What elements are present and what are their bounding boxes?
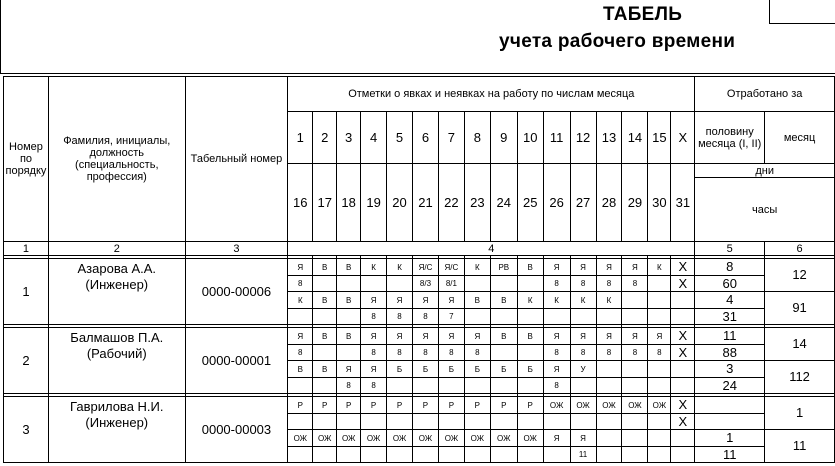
mark-cell bbox=[387, 276, 413, 292]
mark-cell: ОЖ bbox=[438, 430, 464, 447]
mark-cell: X bbox=[671, 397, 695, 414]
mark-cell bbox=[596, 309, 622, 325]
header-days: дни bbox=[695, 164, 835, 178]
mark-cell: Я bbox=[596, 259, 622, 276]
mark-cell: Р bbox=[288, 397, 313, 414]
mark-cell bbox=[543, 447, 570, 463]
mark-cell bbox=[490, 378, 517, 394]
mark-cell: Я bbox=[648, 328, 671, 345]
form-left-border bbox=[0, 0, 1, 73]
mark-cell: 8 bbox=[387, 345, 413, 361]
half-month-value: 1 bbox=[695, 430, 765, 447]
mark-cell bbox=[648, 309, 671, 325]
mark-cell: Я/С bbox=[413, 259, 439, 276]
mark-cell: К bbox=[361, 259, 387, 276]
mark-cell: 8 bbox=[438, 345, 464, 361]
day-cell: 21 bbox=[413, 164, 439, 242]
day-cell: 16 bbox=[288, 164, 313, 242]
day-cell: 13 bbox=[596, 112, 622, 164]
day-cell: 10 bbox=[517, 112, 543, 164]
mark-cell: 8 bbox=[543, 276, 570, 292]
day-cell: 23 bbox=[464, 164, 490, 242]
mark-cell bbox=[464, 414, 490, 430]
mark-cell: Р bbox=[490, 397, 517, 414]
mark-cell: Я bbox=[413, 328, 439, 345]
mark-cell: 11 bbox=[570, 447, 596, 463]
header-month: месяц bbox=[765, 112, 835, 164]
mark-cell: Я bbox=[288, 259, 313, 276]
mark-cell bbox=[648, 361, 671, 378]
mark-cell bbox=[387, 378, 413, 394]
day-cell: 17 bbox=[313, 164, 337, 242]
day-cell: 6 bbox=[413, 112, 439, 164]
mark-cell: В bbox=[490, 292, 517, 309]
mark-cell: К bbox=[596, 292, 622, 309]
mark-cell: Я bbox=[361, 361, 387, 378]
mark-cell: 8 bbox=[596, 276, 622, 292]
mark-cell: X bbox=[671, 276, 695, 292]
mark-cell bbox=[387, 414, 413, 430]
mark-cell: В bbox=[490, 328, 517, 345]
day-cell: 20 bbox=[387, 164, 413, 242]
timesheet-table bbox=[3, 76, 835, 463]
mark-cell bbox=[313, 447, 337, 463]
mark-cell: 8 bbox=[543, 345, 570, 361]
mark-cell bbox=[361, 276, 387, 292]
mark-cell: Б bbox=[387, 361, 413, 378]
mark-cell bbox=[337, 414, 361, 430]
mark-cell bbox=[596, 430, 622, 447]
mark-cell: Р bbox=[464, 397, 490, 414]
half-month-value bbox=[695, 414, 765, 430]
day-cell: 1 bbox=[288, 112, 313, 164]
column-index: 2 bbox=[48, 242, 185, 256]
mark-cell: У bbox=[570, 361, 596, 378]
mark-cell bbox=[490, 345, 517, 361]
mark-cell: 8 bbox=[570, 276, 596, 292]
mark-cell bbox=[490, 447, 517, 463]
mark-cell bbox=[413, 447, 439, 463]
half-month-value bbox=[695, 397, 765, 414]
day-cell: 30 bbox=[648, 164, 671, 242]
mark-cell bbox=[596, 378, 622, 394]
mark-cell: ОЖ bbox=[337, 430, 361, 447]
column-index: 3 bbox=[185, 242, 288, 256]
mark-cell bbox=[361, 447, 387, 463]
employee-name: Балмашов П.А. (Рабочий) bbox=[48, 328, 185, 394]
header-half-month: половину месяца (I, II) bbox=[695, 112, 765, 164]
mark-cell bbox=[543, 309, 570, 325]
mark-cell bbox=[490, 414, 517, 430]
mark-cell bbox=[464, 309, 490, 325]
mark-cell: В bbox=[464, 292, 490, 309]
column-index: 5 bbox=[695, 242, 765, 256]
mark-cell: Я bbox=[543, 328, 570, 345]
month-value: 14 bbox=[765, 328, 835, 361]
employee-name: Азарова А.А. (Инженер) bbox=[48, 259, 185, 325]
day-cell: 11 bbox=[543, 112, 570, 164]
mark-cell: 8/3 bbox=[413, 276, 439, 292]
mark-cell: К bbox=[570, 292, 596, 309]
day-cell: 4 bbox=[361, 112, 387, 164]
mark-cell: Р bbox=[438, 397, 464, 414]
mark-cell bbox=[622, 430, 648, 447]
mark-cell: Р bbox=[361, 397, 387, 414]
mark-cell bbox=[337, 447, 361, 463]
day-cell: 22 bbox=[438, 164, 464, 242]
form-title: ТАБЕЛЬ bbox=[603, 4, 683, 25]
mark-cell: Я bbox=[387, 292, 413, 309]
half-month-value: 24 bbox=[695, 378, 765, 394]
mark-cell: К bbox=[464, 259, 490, 276]
header-name: Фамилия, инициалы, должность (специальность, профессия) bbox=[48, 77, 185, 242]
half-month-value: 8 bbox=[695, 259, 765, 276]
mark-cell bbox=[438, 378, 464, 394]
mark-cell: 8 bbox=[337, 378, 361, 394]
mark-cell: ОЖ bbox=[622, 397, 648, 414]
mark-cell: РВ bbox=[490, 259, 517, 276]
mark-cell: ОЖ bbox=[361, 430, 387, 447]
mark-cell: Я bbox=[543, 430, 570, 447]
form-code-box bbox=[769, 0, 835, 24]
mark-cell bbox=[648, 276, 671, 292]
mark-cell bbox=[288, 309, 313, 325]
mark-cell bbox=[622, 447, 648, 463]
header-worked: Отработано за bbox=[695, 77, 835, 112]
mark-cell: Р bbox=[517, 397, 543, 414]
mark-cell bbox=[288, 447, 313, 463]
mark-cell: 8 bbox=[413, 345, 439, 361]
day-cell: 7 bbox=[438, 112, 464, 164]
form-subtitle: учета рабочего времени bbox=[499, 31, 736, 52]
half-month-value: 4 bbox=[695, 292, 765, 309]
day-cell: 18 bbox=[337, 164, 361, 242]
mark-cell bbox=[337, 276, 361, 292]
mark-cell: Я bbox=[438, 292, 464, 309]
tab-number: 0000-00006 bbox=[185, 259, 288, 325]
header-num: Номер по порядку bbox=[4, 77, 49, 242]
day-cell: X bbox=[671, 112, 695, 164]
mark-cell: 7 bbox=[438, 309, 464, 325]
mark-cell: Я bbox=[387, 328, 413, 345]
mark-cell: Я bbox=[570, 328, 596, 345]
day-cell: 9 bbox=[490, 112, 517, 164]
mark-cell: Я bbox=[570, 430, 596, 447]
mark-cell bbox=[596, 361, 622, 378]
month-value: 11 bbox=[765, 430, 835, 463]
half-month-value: 11 bbox=[695, 447, 765, 463]
mark-cell: В bbox=[337, 328, 361, 345]
mark-cell bbox=[517, 309, 543, 325]
mark-cell bbox=[648, 430, 671, 447]
mark-cell: В bbox=[313, 361, 337, 378]
day-cell: 24 bbox=[490, 164, 517, 242]
month-value: 112 bbox=[765, 361, 835, 394]
mark-cell: 8 bbox=[543, 378, 570, 394]
mark-cell bbox=[622, 414, 648, 430]
column-index: 6 bbox=[765, 242, 835, 256]
mark-cell: ОЖ bbox=[313, 430, 337, 447]
header-hours: часы bbox=[695, 178, 835, 242]
form-top-rule bbox=[0, 73, 835, 74]
mark-cell: К bbox=[387, 259, 413, 276]
mark-cell: X bbox=[671, 345, 695, 361]
mark-cell bbox=[361, 414, 387, 430]
mark-cell bbox=[490, 276, 517, 292]
mark-cell bbox=[671, 447, 695, 463]
mark-cell: 8 bbox=[288, 276, 313, 292]
table-row bbox=[4, 328, 835, 345]
mark-cell: Р bbox=[337, 397, 361, 414]
header-tab-number: Табельный номер bbox=[185, 77, 288, 242]
mark-cell bbox=[413, 414, 439, 430]
mark-cell bbox=[570, 309, 596, 325]
mark-cell: ОЖ bbox=[517, 430, 543, 447]
day-cell: 19 bbox=[361, 164, 387, 242]
mark-cell: 8 bbox=[361, 345, 387, 361]
mark-cell bbox=[313, 276, 337, 292]
mark-cell bbox=[313, 345, 337, 361]
mark-cell: 8 bbox=[387, 309, 413, 325]
row-number: 1 bbox=[4, 259, 49, 325]
mark-cell: ОЖ bbox=[288, 430, 313, 447]
mark-cell: ОЖ bbox=[596, 397, 622, 414]
mark-cell: Б bbox=[413, 361, 439, 378]
mark-cell: Р bbox=[313, 397, 337, 414]
mark-cell bbox=[517, 345, 543, 361]
mark-cell bbox=[622, 378, 648, 394]
day-cell: 31 bbox=[671, 164, 695, 242]
mark-cell bbox=[464, 447, 490, 463]
mark-cell bbox=[671, 430, 695, 447]
mark-cell: ОЖ bbox=[413, 430, 439, 447]
column-index: 4 bbox=[288, 242, 695, 256]
half-month-value: 11 bbox=[695, 328, 765, 345]
half-month-value: 60 bbox=[695, 276, 765, 292]
mark-cell: 8 bbox=[413, 309, 439, 325]
mark-cell: X bbox=[671, 259, 695, 276]
mark-cell bbox=[648, 414, 671, 430]
column-index: 1 bbox=[4, 242, 49, 256]
mark-cell bbox=[337, 345, 361, 361]
mark-cell bbox=[337, 309, 361, 325]
mark-cell: Я bbox=[596, 328, 622, 345]
mark-cell: К bbox=[517, 292, 543, 309]
mark-cell: 8 bbox=[288, 345, 313, 361]
half-month-value: 3 bbox=[695, 361, 765, 378]
mark-cell bbox=[543, 414, 570, 430]
mark-cell bbox=[413, 378, 439, 394]
mark-cell: Я bbox=[438, 328, 464, 345]
mark-cell bbox=[288, 378, 313, 394]
table-row bbox=[4, 397, 835, 414]
mark-cell bbox=[464, 378, 490, 394]
day-cell: 25 bbox=[517, 164, 543, 242]
header-marks: Отметки о явках и неявках на работу по числам месяца bbox=[288, 77, 695, 112]
mark-cell: Р bbox=[387, 397, 413, 414]
mark-cell bbox=[517, 414, 543, 430]
mark-cell bbox=[648, 378, 671, 394]
day-cell: 29 bbox=[622, 164, 648, 242]
day-cell: 5 bbox=[387, 112, 413, 164]
mark-cell bbox=[648, 447, 671, 463]
mark-cell bbox=[671, 309, 695, 325]
mark-cell bbox=[517, 378, 543, 394]
mark-cell: 8 bbox=[570, 345, 596, 361]
row-number: 2 bbox=[4, 328, 49, 394]
mark-cell: Я bbox=[543, 361, 570, 378]
day-cell: 14 bbox=[622, 112, 648, 164]
tab-number: 0000-00001 bbox=[185, 328, 288, 394]
mark-cell: ОЖ bbox=[543, 397, 570, 414]
tab-number: 0000-00003 bbox=[185, 397, 288, 463]
mark-cell bbox=[387, 447, 413, 463]
mark-cell bbox=[517, 276, 543, 292]
mark-cell: В bbox=[288, 361, 313, 378]
mark-cell: В bbox=[313, 292, 337, 309]
mark-cell: Я bbox=[361, 328, 387, 345]
mark-cell: 8 bbox=[596, 345, 622, 361]
mark-cell: Я bbox=[413, 292, 439, 309]
mark-cell bbox=[517, 447, 543, 463]
mark-cell: 8 bbox=[361, 309, 387, 325]
mark-cell bbox=[313, 309, 337, 325]
mark-cell bbox=[313, 414, 337, 430]
mark-cell bbox=[438, 414, 464, 430]
mark-cell: 8 bbox=[361, 378, 387, 394]
mark-cell: ОЖ bbox=[464, 430, 490, 447]
mark-cell: В bbox=[313, 328, 337, 345]
mark-cell bbox=[288, 414, 313, 430]
mark-cell: Я bbox=[622, 259, 648, 276]
month-value: 12 bbox=[765, 259, 835, 292]
mark-cell: Я bbox=[361, 292, 387, 309]
month-value: 91 bbox=[765, 292, 835, 325]
month-value: 1 bbox=[765, 397, 835, 430]
mark-cell: В bbox=[337, 292, 361, 309]
day-cell: 27 bbox=[570, 164, 596, 242]
mark-cell: Б bbox=[438, 361, 464, 378]
mark-cell: X bbox=[671, 328, 695, 345]
mark-cell: ОЖ bbox=[387, 430, 413, 447]
mark-cell bbox=[570, 414, 596, 430]
mark-cell: ОЖ bbox=[648, 397, 671, 414]
mark-cell: Я bbox=[337, 361, 361, 378]
mark-cell: X bbox=[671, 414, 695, 430]
mark-cell: 8/1 bbox=[438, 276, 464, 292]
mark-cell: В bbox=[517, 259, 543, 276]
mark-cell bbox=[490, 309, 517, 325]
mark-cell: Р bbox=[413, 397, 439, 414]
table-row bbox=[4, 259, 835, 276]
half-month-value: 88 bbox=[695, 345, 765, 361]
mark-cell: В bbox=[313, 259, 337, 276]
mark-cell: Б bbox=[517, 361, 543, 378]
mark-cell bbox=[648, 292, 671, 309]
mark-cell bbox=[464, 276, 490, 292]
mark-cell: 8 bbox=[622, 345, 648, 361]
mark-cell: В bbox=[517, 328, 543, 345]
mark-cell: Я/С bbox=[438, 259, 464, 276]
mark-cell: Я bbox=[543, 259, 570, 276]
day-cell: 26 bbox=[543, 164, 570, 242]
day-cell: 8 bbox=[464, 112, 490, 164]
mark-cell bbox=[596, 447, 622, 463]
employee-name: Гаврилова Н.И. (Инженер) bbox=[48, 397, 185, 463]
row-number: 3 bbox=[4, 397, 49, 463]
half-month-value: 31 bbox=[695, 309, 765, 325]
mark-cell: 8 bbox=[464, 345, 490, 361]
day-cell: 15 bbox=[648, 112, 671, 164]
mark-cell bbox=[671, 378, 695, 394]
mark-cell: Я bbox=[622, 328, 648, 345]
mark-cell: К bbox=[543, 292, 570, 309]
mark-cell bbox=[438, 447, 464, 463]
mark-cell bbox=[671, 292, 695, 309]
mark-cell: К bbox=[288, 292, 313, 309]
mark-cell: 8 bbox=[648, 345, 671, 361]
mark-cell bbox=[313, 378, 337, 394]
mark-cell: Я bbox=[464, 328, 490, 345]
mark-cell: Я bbox=[570, 259, 596, 276]
mark-cell bbox=[622, 292, 648, 309]
mark-cell: В bbox=[337, 259, 361, 276]
mark-cell bbox=[570, 378, 596, 394]
day-cell: 12 bbox=[570, 112, 596, 164]
mark-cell: Я bbox=[288, 328, 313, 345]
mark-cell bbox=[671, 361, 695, 378]
mark-cell: 8 bbox=[622, 276, 648, 292]
mark-cell: К bbox=[648, 259, 671, 276]
day-cell: 28 bbox=[596, 164, 622, 242]
mark-cell bbox=[622, 361, 648, 378]
mark-cell: ОЖ bbox=[570, 397, 596, 414]
mark-cell: Б bbox=[464, 361, 490, 378]
mark-cell bbox=[596, 414, 622, 430]
day-cell: 3 bbox=[337, 112, 361, 164]
day-cell: 2 bbox=[313, 112, 337, 164]
mark-cell: ОЖ bbox=[490, 430, 517, 447]
mark-cell: Б bbox=[490, 361, 517, 378]
mark-cell bbox=[622, 309, 648, 325]
